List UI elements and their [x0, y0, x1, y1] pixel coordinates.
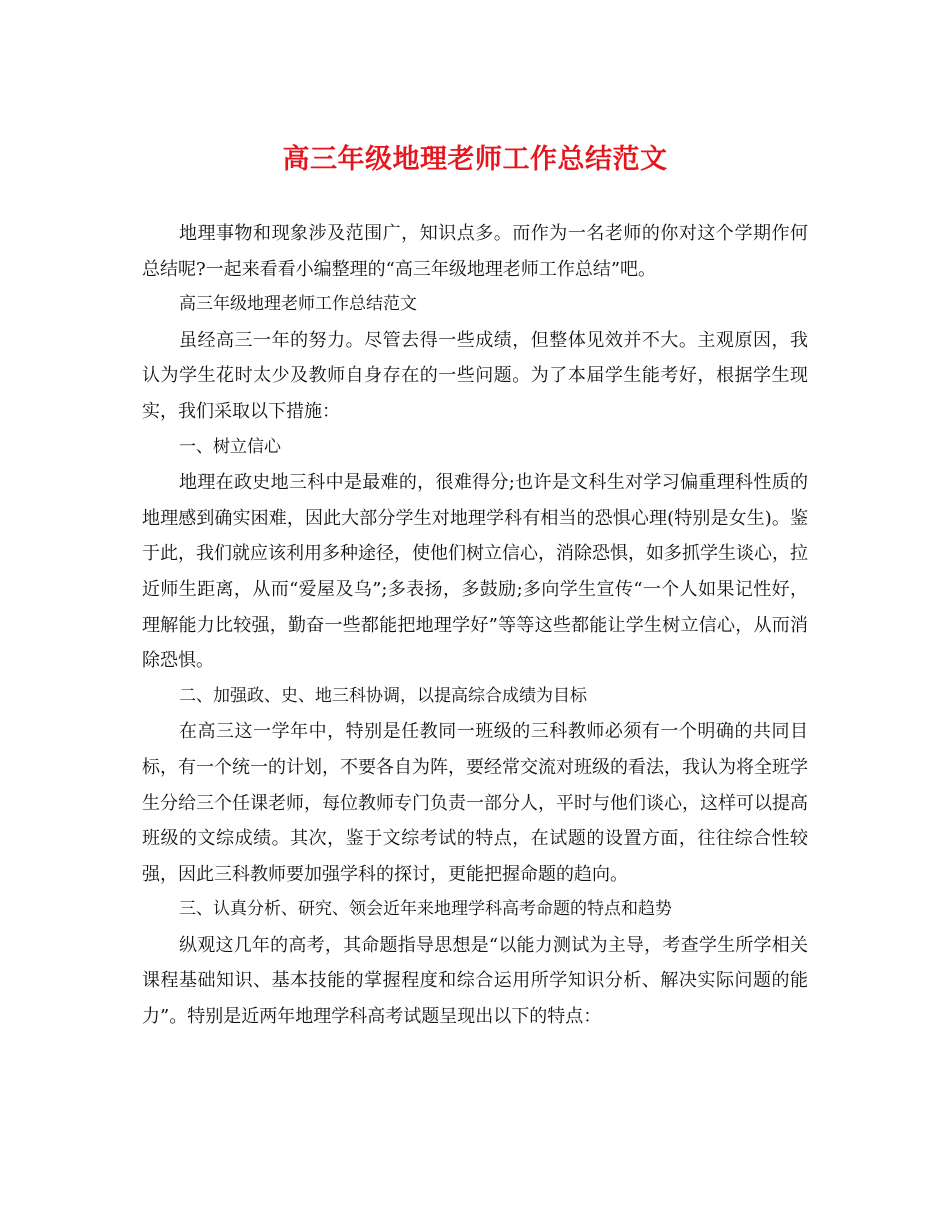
document-body — [142, 216, 808, 1035]
paragraph-subtitle: 高三年级地理老师工作总结范文 — [179, 294, 417, 315]
document-title: 高三年级地理老师工作总结范文 — [282, 144, 668, 175]
section-heading-2: 二、加强政、史、地三科协调，以提高综合成绩为目标 — [179, 685, 587, 706]
paragraph-intro: 地理事物和现象涉及范围广，知识点多。而作为一名老师的你对这个学期作何总结呢?一起来看看小编整理的“高三年级地理老师工作总结”吧。 — [142, 223, 808, 280]
paragraph-section-2: 在高三这一学年中，特别是任教同一班级的三科教师必须有一个明确的共同目标，有一个统一的计划，不要各自为阵，要经常交流对班级的看法，我认为将全班学生分给三个任课老师，每位教师专门负责一部分人，平时与他们谈心，这样可以提高班级的文综成绩。其次，鉴于文综考试的特点，在试题的设置方面，往往综合性较强，因此三科教师要加强学科的探讨，更能把握命题的趋向。 — [142, 721, 808, 885]
paragraph-section-3: 纵观这几年的高考，其命题指导思想是“以能力测试为主导，考查学生所学相关课程基础知识、基本技能的掌握程度和综合运用所学知识分析、解决实际问题的能力”。特别是近两年地理学科高考试题呈现出以下的特点： — [142, 934, 808, 1028]
paragraph-section-1: 地理在政史地三科中是最难的，很难得分;也许是文科生对学习偏重理科性质的地理感到确实困难，因此大部分学生对地理学科有相当的恐惧心理(特别是女生)。鉴于此，我们就应该利用多种途径，使他们树立信心，消除恐惧，如多抓学生谈心，拉近师生距离，从而“爱屋及乌”;多表扬，多鼓励;多向学生宣传“一个人如果记性好，理解能力比较强，勤奋一些都能把地理学好”等等这些都能让学生树立信心，从而消除恐惧。 — [142, 472, 808, 672]
section-heading-1: 一、树立信心 — [179, 436, 281, 457]
paragraph-overview: 虽经高三一年的努力。尽管去得一些成绩，但整体见效并不大。主观原因，我认为学生花时太少及教师自身存在的一些问题。为了本届学生能考好，根据学生现实，我们采取以下措施： — [142, 329, 808, 422]
section-heading-3: 三、认真分析、研究、领会近年来地理学科高考命题的特点和趋势 — [179, 899, 672, 920]
